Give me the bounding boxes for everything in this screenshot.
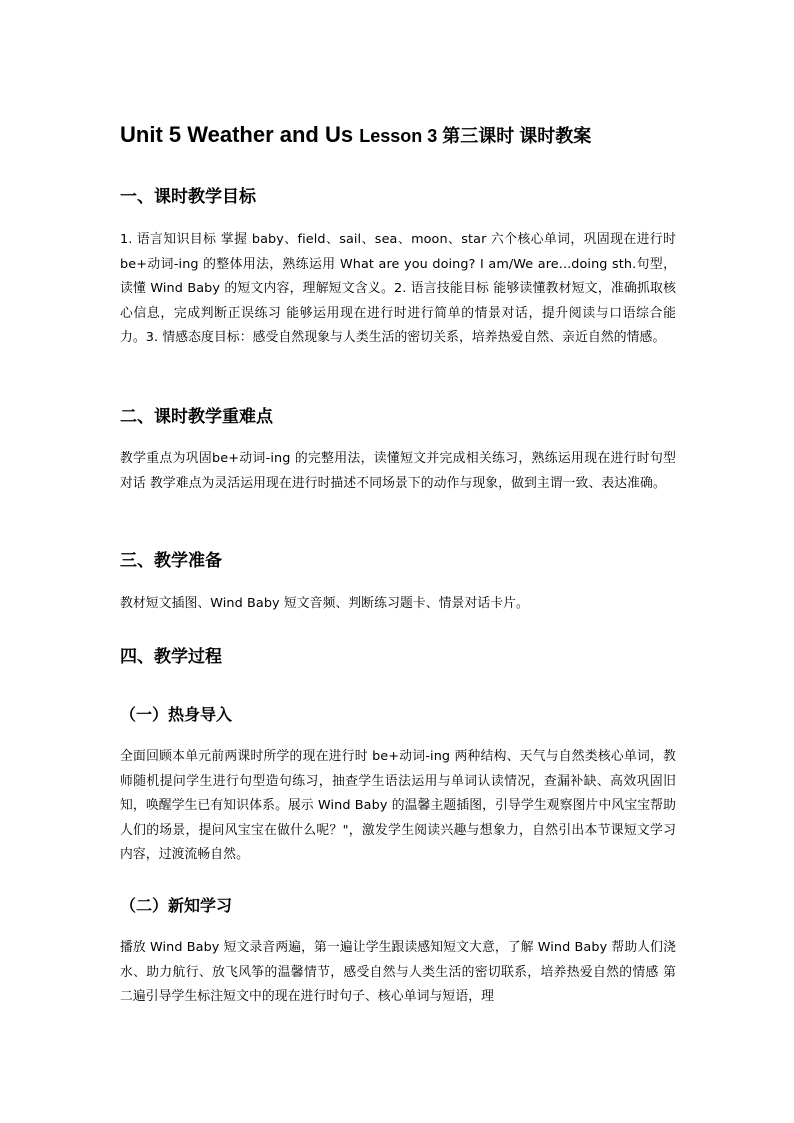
key-points-paragraph: 教学重点为巩固be+动词-ing 的完整用法，读懂短文并完成相关练习，熟练运用现在进行时句型对话 教学难点为灵活运用现在进行时描述不同场景下的动作与现象，做到主谓一致、表达准确。 [120,451,676,491]
section-heading-objectives: 一、课时教学目标 [120,187,256,207]
section-heading-preparation: 三、教学准备 [120,551,222,571]
warmup-paragraph: 全面回顾本单元前两课时所学的现在进行时 be+动词-ing 两种结构、天气与自然类核心单词，教师随机提问学生进行句型造句练习，抽查学生语法运用与单词认读情况，查漏补缺、高效巩固旧知，唤醒学生已有知识体系。展示 Wind Baby 的温馨主题插图，引导学生观察图片中风宝宝帮助人们的场景，提问风宝宝在做什么呢？"，激发学生阅读兴趣与想象力，自然引出本节课短文学习内容，过渡流畅自然。 [120,749,676,862]
section-heading-process: 四、教学过程 [120,647,222,667]
objectives-paragraph: 1. 语言知识目标 掌握 baby、field、sail、sea、moon、star 六个核心单词，巩固现在进行时 be+动词-ing 的整体用法，熟练运用 What are you doing? I am/We are...doing sth.句型，读懂 Wind Baby 的短文内容，理解短文含义。2. 语言技能目标 能够读懂教材短文，准确抓取核心信息，完成判断正误练习 能够运用现在进行时进行简单的情景对话，提升阅读与口语综合能力。3. 情感态度目标：感受自然现象与人类生活的密切关系，培养热爱自然、亲近自然的情感。 [120,232,676,345]
subsection-heading-warmup: （一）热身导入 [120,705,233,724]
preparation-paragraph: 教材短文插图、Wind Baby 短文音频、判断练习题卡、情景对话卡片。 [120,596,529,611]
new-learning-paragraph: 播放 Wind Baby 短文录音两遍，第一遍让学生跟读感知短文大意，了解 Wind Baby 帮助人们浇水、助力航行、放飞风筝的温馨情节，感受自然与人类生活的密切联系，培养热爱自然的情感 第二遍引导学生标注短文中的现在进行时句子、核心单词与短语，理 [120,940,676,1004]
title-lesson: Lesson 3 第三课时 课时教案 [359,126,592,146]
document-title [120,119,720,152]
subsection-heading-new-learning: （二）新知学习 [120,896,233,915]
title-main: Unit 5 Weather and Us [120,122,354,147]
section-heading-key-points: 二、课时教学重难点 [120,407,273,427]
